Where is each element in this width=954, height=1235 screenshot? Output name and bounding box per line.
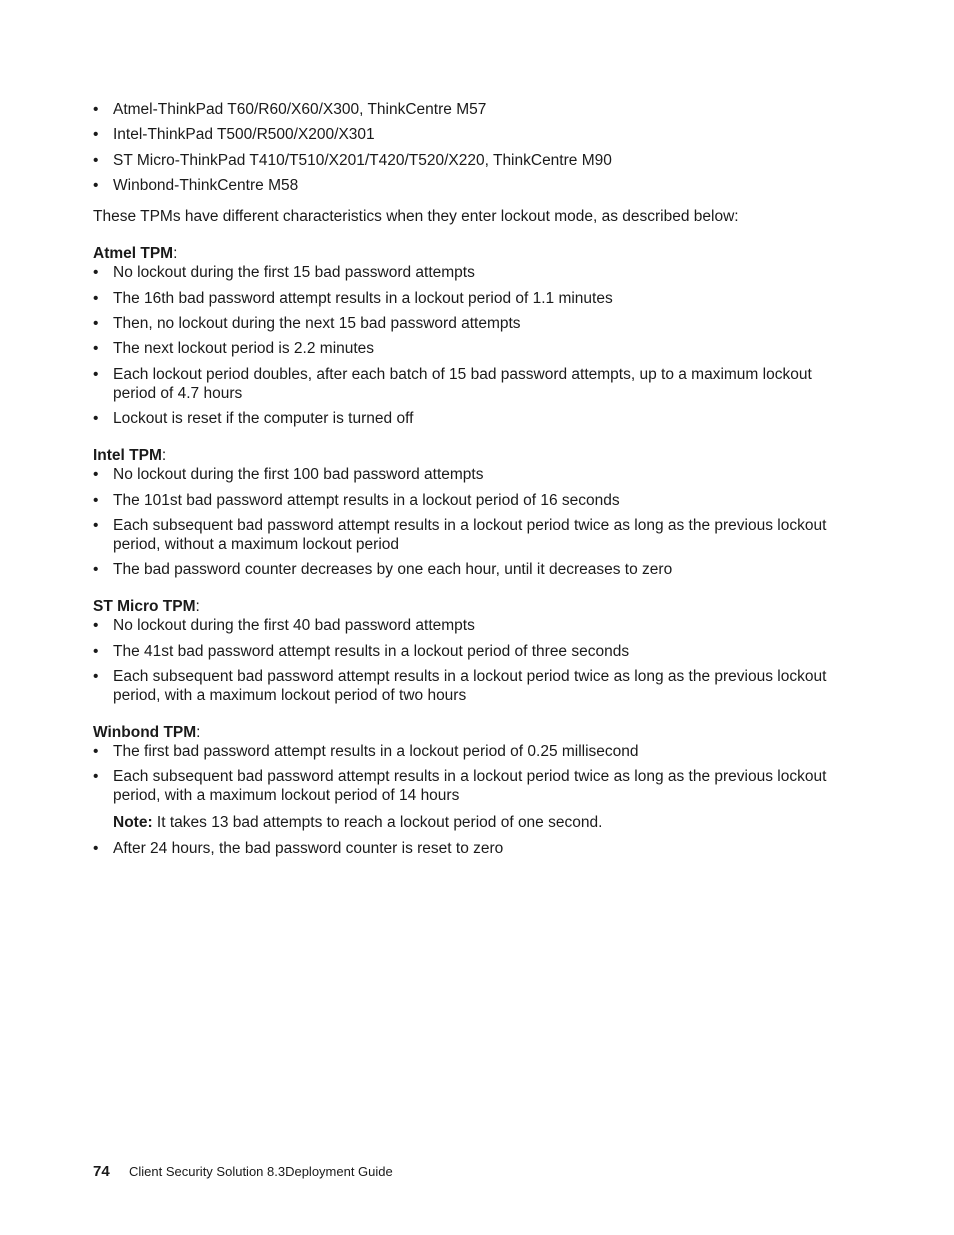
list-item: • Winbond-ThinkCentre M58 [93,177,299,195]
bullet: • [93,668,99,686]
section-heading-intel: Intel TPM: [93,447,167,465]
list-item: • The bad password counter decreases by one each hour, until it decreases to zero [93,561,673,579]
bullet: • [93,617,99,635]
list-item: • After 24 hours, the bad password counter is reset to zero [93,840,504,858]
note-text: It takes 13 bad attempts to reach a lockout period of one second. [156,814,603,832]
bullet: • [93,768,99,786]
list-item: • No lockout during the first 100 bad password attempts [93,466,484,484]
bullet: • [93,466,99,484]
bullet: • [93,314,99,332]
list-item: • Intel-ThinkPad T500/R500/X200/X301 [93,126,375,144]
list-item: • The first bad password attempt results in a lockout period of 0.25 millisecond [93,743,639,761]
bullet: • [93,340,99,358]
bullet: • [93,642,99,660]
list-item: • ST Micro-ThinkPad T410/T510/X201/T420/T520/X220, ThinkCentre M90 [93,151,612,169]
winbond-list [93,742,853,805]
list-item: • No lockout during the first 40 bad password attempts [93,617,475,635]
list-item: • Each subsequent bad password attempt results in a lockout period twice as long as the previous lockout period, with a maximum lockout period of 14 hours [93,768,827,805]
list-item: • The 16th bad password attempt results in a lockout period of 1.1 minutes [93,289,613,307]
winbond-list-after-note [93,839,853,858]
list-item: • The 101st bad password attempt results in a lockout period of 16 seconds [93,491,620,509]
list-item: • Each lockout period doubles, after each batch of 15 bad password attempts, up to a maximum lockout period of 4.7 hours [93,365,812,402]
document-title: Client Security Solution 8.3Deployment Guide [129,1164,393,1179]
list-item: • The 41st bad password attempt results in a lockout period of three seconds [93,642,630,660]
bullet: • [93,151,99,169]
page-content [93,100,853,865]
bullet: • [93,491,99,509]
bullet: • [93,365,99,383]
bullet: • [93,177,99,195]
bullet: • [93,516,99,534]
section-heading-winbond: Winbond TPM: [93,724,201,742]
bullet: • [93,561,99,579]
list-item: • Then, no lockout during the next 15 bad password attempts [93,314,521,332]
bullet: • [93,101,99,118]
list-item: • Lockout is reset if the computer is turned off [93,410,414,428]
list-item: • No lockout during the first 15 bad password attempts [93,264,475,282]
list-item: • Each subsequent bad password attempt results in a lockout period twice as long as the previous lockout period, without a maximum lockout period [93,516,827,553]
note-label: Note: [113,814,153,832]
page-footer [93,1163,393,1180]
st-micro-list [93,616,853,705]
list-item: • Atmel-ThinkPad T60/R60/X60/X300, ThinkCentre M57 [93,101,487,118]
list-item: • Each subsequent bad password attempt results in a lockout period twice as long as the previous lockout period, with a maximum lockout period of two hours [93,668,827,705]
bullet: • [93,264,99,282]
section-heading-st-micro: ST Micro TPM: [93,598,200,616]
bullet: • [93,840,99,858]
list-item: • The next lockout period is 2.2 minutes [93,340,375,358]
bullet: • [93,126,99,144]
bullet: • [93,743,99,761]
bullet: • [93,289,99,307]
note [93,813,853,832]
tpm-list [93,100,853,195]
intro-paragraph: These TPMs have different characteristics when they enter lockout mode, as described below: [93,208,739,226]
atmel-list [93,263,853,428]
intel-list [93,465,853,579]
section-heading-atmel: Atmel TPM: [93,245,178,263]
bullet: • [93,410,99,428]
page-number: 74 [93,1163,110,1180]
